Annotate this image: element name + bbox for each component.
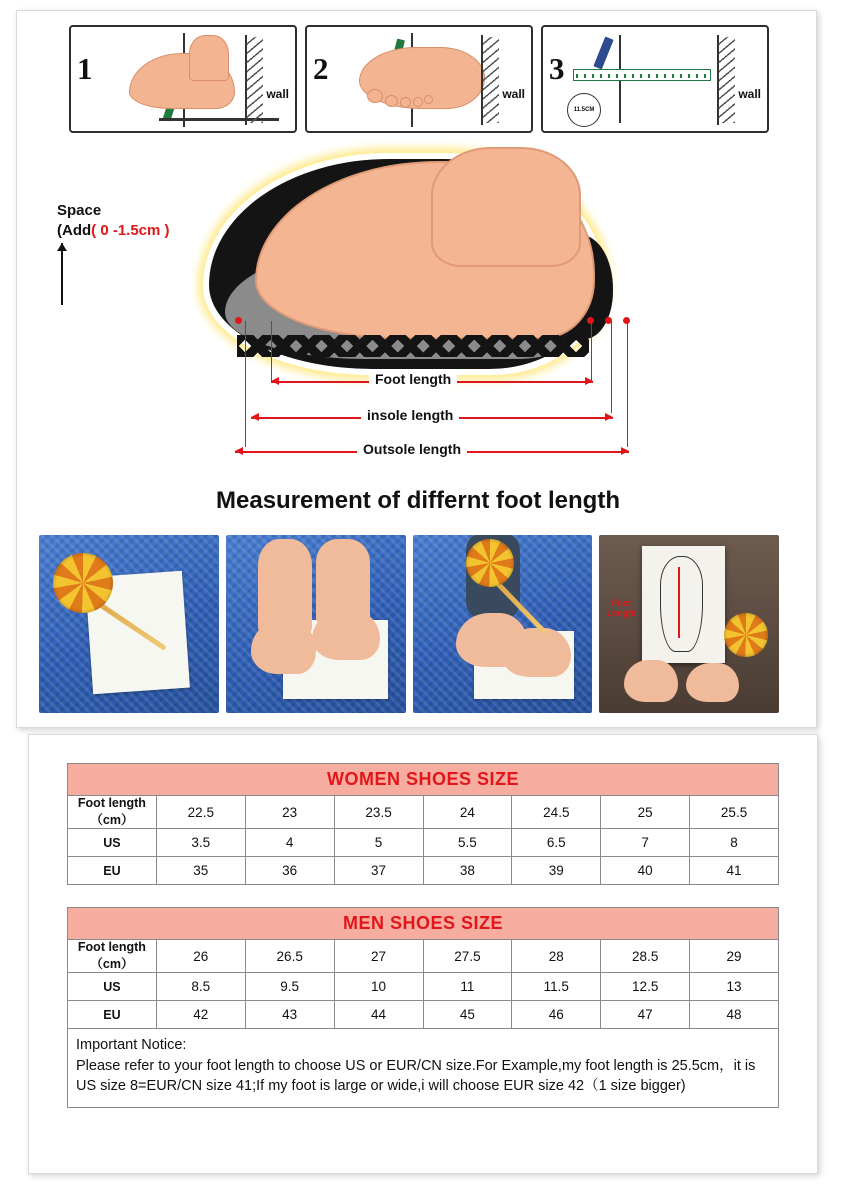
table-cell: 28.5 bbox=[601, 940, 690, 973]
wall-label: wall bbox=[738, 87, 761, 101]
ankle-illustration bbox=[431, 147, 581, 267]
measurement-instructions-panel bbox=[16, 10, 817, 728]
foot-length-annotation-line1: Foot bbox=[611, 598, 632, 609]
table-row bbox=[68, 829, 779, 857]
row-label: EU bbox=[68, 1001, 157, 1029]
foot-right bbox=[312, 610, 380, 660]
table-cell: 13 bbox=[690, 973, 779, 1001]
table-cell: 41 bbox=[690, 857, 779, 885]
table-cell: 10 bbox=[334, 973, 423, 1001]
step-2-top-view bbox=[305, 25, 533, 133]
table-cell: 27.5 bbox=[423, 940, 512, 973]
toe-icon bbox=[367, 89, 383, 103]
reference-dot bbox=[235, 317, 242, 324]
table-title-row bbox=[68, 764, 779, 796]
step-1-side-view bbox=[69, 25, 297, 133]
measurement-readout: 11.5CM bbox=[567, 93, 601, 127]
table-row bbox=[68, 973, 779, 1001]
space-arrow-icon bbox=[61, 243, 63, 305]
ankle-illustration bbox=[189, 35, 229, 81]
table-cell: 27 bbox=[334, 940, 423, 973]
men-table-title: MEN SHOES SIZE bbox=[68, 908, 779, 940]
table-cell: 36 bbox=[245, 857, 334, 885]
table-cell: 25 bbox=[601, 796, 690, 829]
step-number: 2 bbox=[313, 51, 329, 86]
wall-label: wall bbox=[266, 87, 289, 101]
notice-heading: Important Notice: bbox=[76, 1037, 187, 1053]
row-label: Foot length（cm） bbox=[68, 796, 157, 829]
table-cell: 23 bbox=[245, 796, 334, 829]
step-number: 3 bbox=[549, 51, 565, 86]
table-cell: 12.5 bbox=[601, 973, 690, 1001]
table-cell: 8 bbox=[690, 829, 779, 857]
table-cell: 43 bbox=[245, 1001, 334, 1029]
table-row bbox=[68, 796, 779, 829]
photo-pencil-on-paper bbox=[39, 535, 219, 713]
foot-right bbox=[686, 663, 740, 702]
table-cell: 45 bbox=[423, 1001, 512, 1029]
table-cell: 26 bbox=[156, 940, 245, 973]
table-cell: 3.5 bbox=[156, 829, 245, 857]
ruler-icon bbox=[573, 69, 711, 81]
wall-label: wall bbox=[502, 87, 525, 101]
row-label: EU bbox=[68, 857, 157, 885]
table-cell: 38 bbox=[423, 857, 512, 885]
table-cell: 23.5 bbox=[334, 796, 423, 829]
photo-measuring-outline bbox=[599, 535, 779, 713]
size-tables bbox=[67, 763, 779, 1108]
table-cell: 24.5 bbox=[512, 796, 601, 829]
foot-left bbox=[251, 620, 316, 673]
lollipop-icon bbox=[53, 553, 113, 613]
row-label: US bbox=[68, 973, 157, 1001]
dimension-tick bbox=[271, 321, 272, 383]
steps-strip bbox=[69, 25, 769, 133]
lollipop-icon bbox=[466, 539, 514, 587]
pencil-icon bbox=[593, 36, 613, 69]
table-cell: 8.5 bbox=[156, 973, 245, 1001]
table-spacer bbox=[67, 885, 779, 907]
table-cell: 5 bbox=[334, 829, 423, 857]
table-cell: 24 bbox=[423, 796, 512, 829]
table-cell: 26.5 bbox=[245, 940, 334, 973]
table-cell: 11.5 bbox=[512, 973, 601, 1001]
dimension-tick bbox=[245, 321, 246, 447]
row-label: US bbox=[68, 829, 157, 857]
table-cell: 9.5 bbox=[245, 973, 334, 1001]
toe-icon bbox=[400, 97, 411, 108]
table-cell: 35 bbox=[156, 857, 245, 885]
wall-hatching bbox=[719, 37, 735, 123]
diagram-title: Measurement of differnt foot length bbox=[216, 487, 620, 514]
table-cell: 40 bbox=[601, 857, 690, 885]
space-label-value: ( 0 -1.5cm ) bbox=[91, 222, 170, 240]
table-cell: 7 bbox=[601, 829, 690, 857]
photo-feet-on-paper bbox=[226, 535, 406, 713]
toe-icon bbox=[413, 97, 423, 107]
table-cell: 47 bbox=[601, 1001, 690, 1029]
foot-length-annotation bbox=[606, 599, 636, 619]
table-title-row bbox=[68, 908, 779, 940]
photo-tracing-foot bbox=[413, 535, 593, 713]
wall-hatching bbox=[483, 37, 499, 123]
foot-outline-trace bbox=[660, 556, 703, 652]
women-table-title: WOMEN SHOES SIZE bbox=[68, 764, 779, 796]
table-cell: 39 bbox=[512, 857, 601, 885]
table-cell: 42 bbox=[156, 1001, 245, 1029]
women-shoes-size-table bbox=[67, 763, 779, 885]
space-annotation bbox=[57, 201, 170, 242]
dimension-tick bbox=[611, 321, 612, 413]
foot-length-diagram bbox=[39, 139, 797, 527]
table-cell: 6.5 bbox=[512, 829, 601, 857]
table-cell: 37 bbox=[334, 857, 423, 885]
table-cell: 44 bbox=[334, 1001, 423, 1029]
size-chart-panel bbox=[28, 734, 818, 1174]
important-notice bbox=[67, 1029, 779, 1108]
table-cell: 29 bbox=[690, 940, 779, 973]
table-row bbox=[68, 1001, 779, 1029]
men-shoes-size-table bbox=[67, 907, 779, 1029]
foot-length-label: Foot length bbox=[369, 371, 457, 387]
foot-left bbox=[624, 660, 678, 703]
table-cell: 25.5 bbox=[690, 796, 779, 829]
table-row bbox=[68, 940, 779, 973]
photo-strip bbox=[39, 535, 779, 713]
dimension-tick bbox=[591, 321, 592, 383]
insole-length-label: insole length bbox=[361, 407, 459, 423]
dimension-tick bbox=[627, 321, 628, 447]
table-cell: 48 bbox=[690, 1001, 779, 1029]
table-cell: 5.5 bbox=[423, 829, 512, 857]
table-cell: 4 bbox=[245, 829, 334, 857]
wall-hatching bbox=[247, 37, 263, 123]
row-label: Foot length（cm） bbox=[68, 940, 157, 973]
table-cell: 46 bbox=[512, 1001, 601, 1029]
space-label-prefix: (Add bbox=[57, 222, 92, 240]
outsole-length-label: Outsole length bbox=[357, 441, 467, 457]
sole-tread-pattern bbox=[237, 335, 589, 357]
table-cell: 22.5 bbox=[156, 796, 245, 829]
foot-right bbox=[502, 628, 570, 678]
ruler-ticks bbox=[576, 74, 708, 78]
length-arrow-icon bbox=[678, 567, 680, 638]
step-number: 1 bbox=[77, 51, 93, 86]
table-row bbox=[68, 857, 779, 885]
table-cell: 11 bbox=[423, 973, 512, 1001]
table-cell: 28 bbox=[512, 940, 601, 973]
toe-icon bbox=[424, 95, 433, 104]
step-3-ruler-measure bbox=[541, 25, 769, 133]
space-label-line1: Space bbox=[57, 202, 102, 219]
toe-icon bbox=[385, 95, 398, 107]
notice-body: Please refer to your foot length to choose US or EUR/CN size.For Example,my foot length is 25.5cm，it is US size 8=EUR/CN size 41;If my foot is large or wide,i will choose EUR size 42（1 size bigger) bbox=[76, 1057, 756, 1095]
foot-length-annotation-line2: Length bbox=[606, 607, 637, 618]
